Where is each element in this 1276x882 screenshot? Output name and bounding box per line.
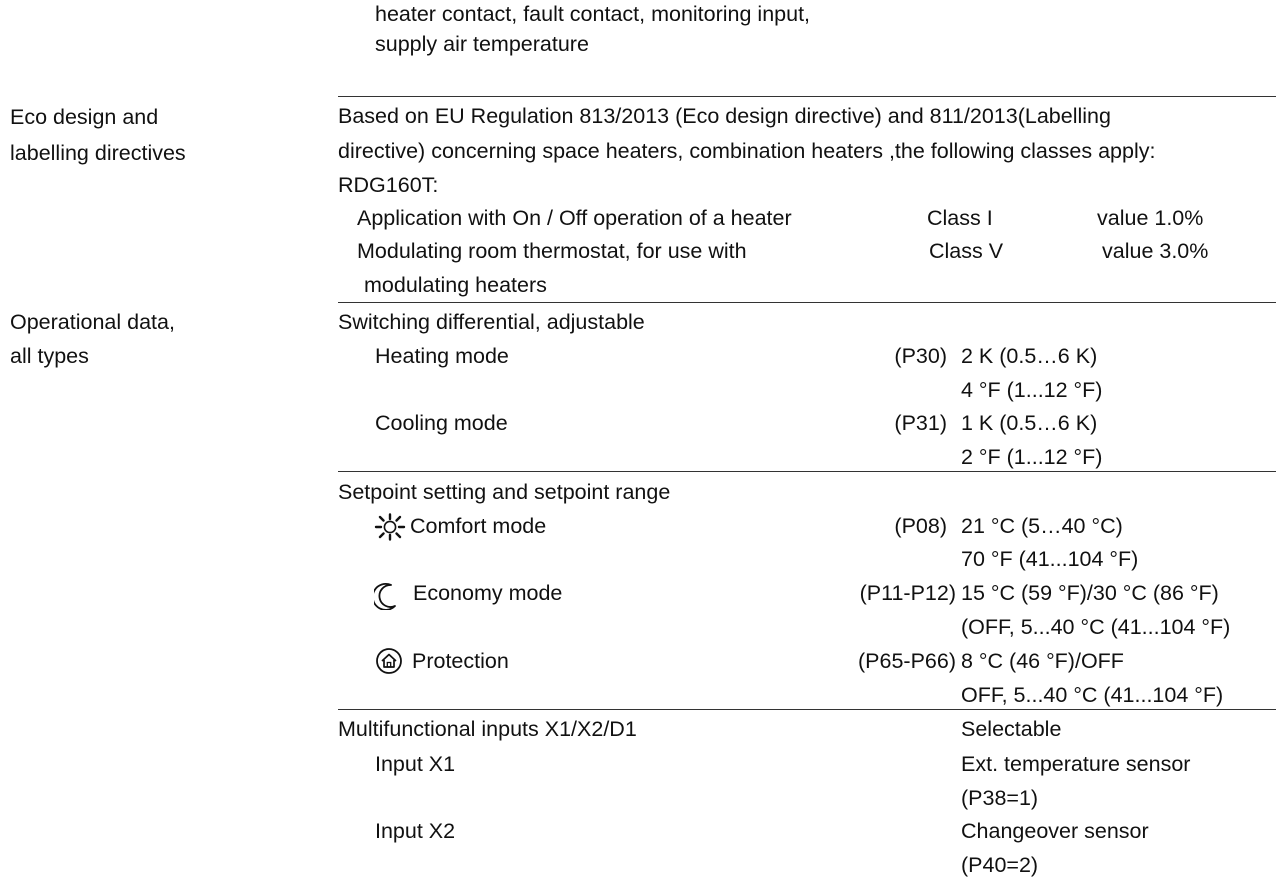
protection-value-1: 8 °C (46 °F)/OFF	[961, 649, 1124, 673]
eco-row-2-class: Class V	[929, 239, 1004, 263]
input-x2-value-1: Changeover sensor	[961, 819, 1149, 843]
protection-label: Protection	[412, 649, 509, 673]
input-x1-value-1: Ext. temperature sensor	[961, 752, 1191, 776]
divider-inputs	[338, 709, 1276, 710]
heating-mode-label: Heating mode	[375, 344, 509, 368]
eco-label-line-2: labelling directives	[10, 141, 186, 165]
economy-mode-param: (P11-P12)	[859, 581, 956, 605]
heating-mode-value-1: 2 K (0.5…6 K)	[961, 344, 1098, 368]
divider-operational	[338, 302, 1276, 303]
cooling-mode-param: (P31)	[894, 411, 947, 435]
eco-row-2-value: value 3.0%	[1102, 239, 1209, 263]
switching-title: Switching differential, adjustable	[338, 310, 645, 334]
comfort-mode-value-1: 21 °C (5…40 °C)	[961, 514, 1123, 538]
moon-icon	[374, 582, 400, 610]
house-protection-icon	[374, 647, 404, 675]
economy-mode-label: Economy mode	[413, 581, 563, 605]
eco-text-line-1: Based on EU Regulation 813/2013 (Eco design directive) and 811/2013(Labelling	[338, 104, 1111, 128]
eco-row-1-value: value 1.0%	[1097, 206, 1204, 230]
eco-text-line-2: directive) concerning space heaters, combination heaters ,the following classes apply:	[338, 139, 1156, 163]
cooling-mode-value-1: 1 K (0.5…6 K)	[961, 411, 1098, 435]
eco-text-line-3: RDG160T:	[338, 173, 439, 197]
input-x2-value-2: (P40=2)	[961, 853, 1039, 877]
comfort-mode-label: Comfort mode	[410, 514, 547, 538]
eco-row-1-class: Class I	[927, 206, 993, 230]
economy-mode-value-1: 15 °C (59 °F)/30 °C (86 °F)	[961, 581, 1219, 605]
input-x2-label: Input X2	[375, 819, 456, 843]
cooling-mode-label: Cooling mode	[375, 411, 508, 435]
economy-mode-value-2: (OFF, 5...40 °C (41...104 °F)	[961, 615, 1231, 639]
eco-row-2-application: Modulating room thermostat, for use with	[357, 239, 747, 263]
divider-eco	[338, 96, 1276, 97]
intro-line-2: supply air temperature	[375, 32, 589, 56]
inputs-title: Multifunctional inputs X1/X2/D1	[338, 717, 637, 741]
eco-row-1-application: Application with On / Off operation of a heater	[357, 206, 792, 230]
inputs-selectable: Selectable	[961, 717, 1062, 741]
sun-icon	[374, 513, 406, 541]
comfort-mode-param: (P08)	[894, 514, 947, 538]
protection-param: (P65-P66)	[858, 649, 956, 673]
input-x1-value-2: (P38=1)	[961, 786, 1039, 810]
eco-row-2-application-cont: modulating heaters	[364, 273, 547, 297]
heating-mode-param: (P30)	[894, 344, 947, 368]
divider-setpoint	[338, 471, 1276, 472]
operational-label-line-2: all types	[10, 344, 89, 368]
input-x1-label: Input X1	[375, 752, 456, 776]
comfort-mode-value-2: 70 °F (41...104 °F)	[961, 547, 1139, 571]
protection-value-2: OFF, 5...40 °C (41...104 °F)	[961, 683, 1224, 707]
eco-label-line-1: Eco design and	[10, 105, 159, 129]
intro-line-1: heater contact, fault contact, monitoring input,	[375, 2, 811, 26]
setpoint-title: Setpoint setting and setpoint range	[338, 480, 671, 504]
heating-mode-value-2: 4 °F (1...12 °F)	[961, 378, 1103, 402]
operational-label-line-1: Operational data,	[10, 310, 175, 334]
cooling-mode-value-2: 2 °F (1...12 °F)	[961, 445, 1103, 469]
